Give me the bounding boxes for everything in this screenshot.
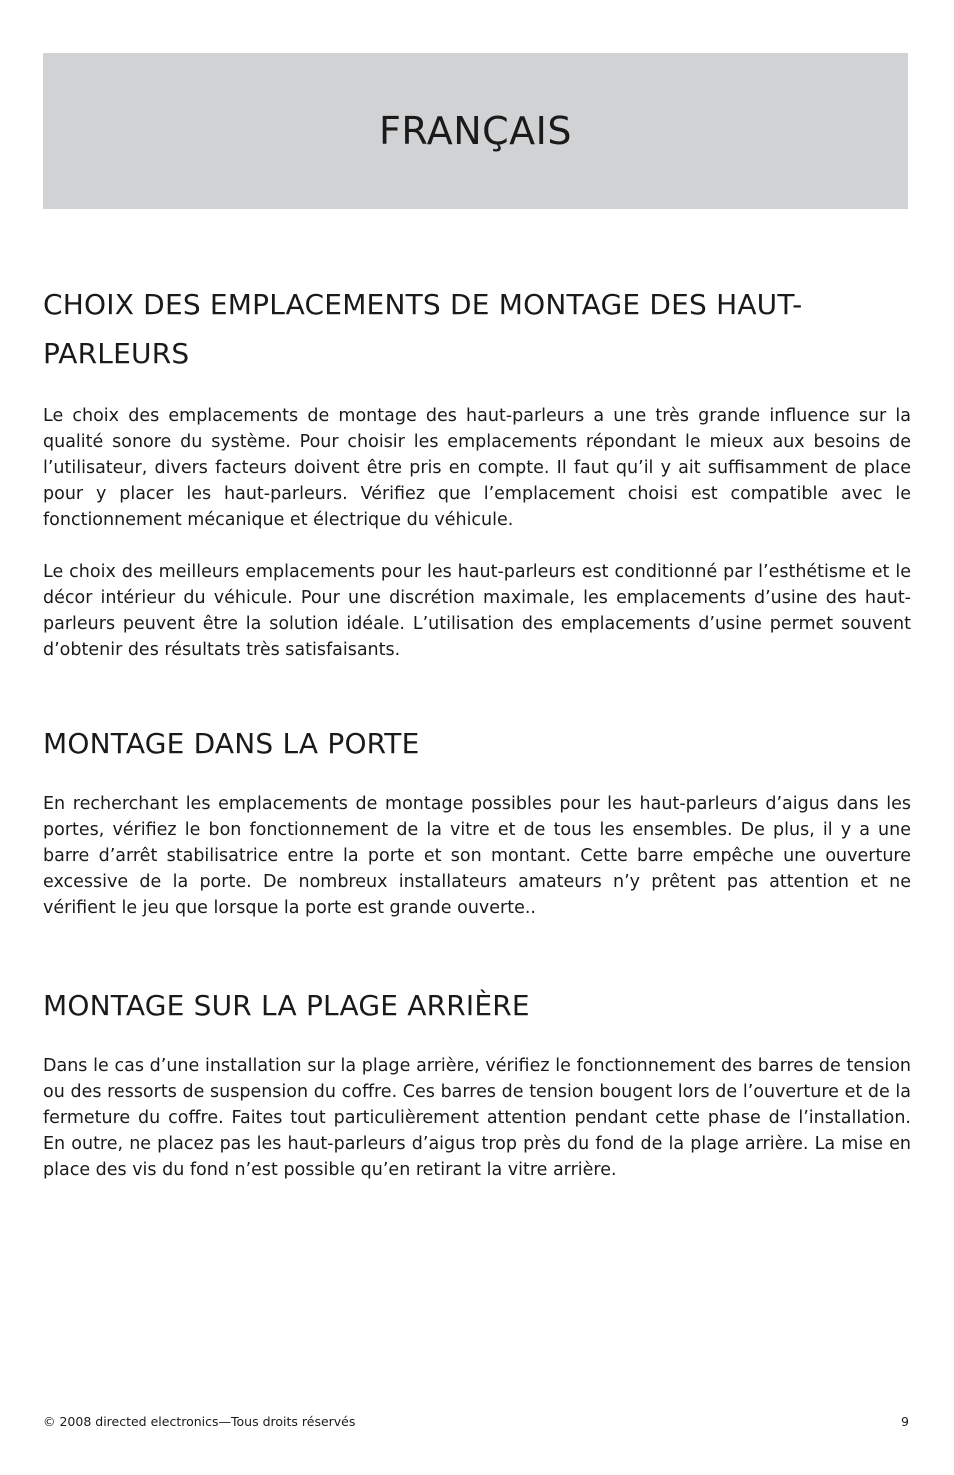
banner-title: FRANÇAIS bbox=[379, 109, 572, 153]
section-paragraph: Dans le cas d’une installation sur la plage arrière, vérifiez le fonctionnement des barres de tension ou des ressorts de suspension du coffre. Ces barres de tension bougent lors de l’ouverture et de la fermeture du coffre. Faites tout particulièrement attention pendant cette phase de l’installation. En outre, ne placez pas les haut-parleurs d’aigus trop près du fond de la plage arrière. La mise en place des vis du fond n’est possible qu’en retirant la vitre arrière. bbox=[43, 1056, 911, 1180]
section-door-mounting bbox=[43, 719, 911, 921]
section-paragraph: En recherchant les emplacements de montage possibles pour les haut-parleurs d’aigus dans les portes, vérifiez le bon fonctionnement de la vitre et de tous les ensembles. De plus, il y a une barre d’arrêt stabilisatrice entre la porte et son montant. Cette barre empêche une ouverture excessive de la porte. De nombreux installateurs amateurs n’y prêtent pas attention et ne vérifient le jeu que lorsque la porte est grande ouverte.. bbox=[43, 794, 911, 918]
page-number: 9 bbox=[901, 1414, 909, 1429]
section-rear-deck-mounting bbox=[43, 981, 911, 1183]
section-heading: CHOIX DES EMPLACEMENTS DE MONTAGE DES HAUT-PARLEURS bbox=[43, 288, 803, 370]
page-footer bbox=[43, 1414, 909, 1429]
section-speaker-mounting-choice bbox=[43, 280, 911, 663]
language-banner bbox=[43, 53, 908, 209]
section-paragraph: Le choix des emplacements de montage des haut-parleurs a une très grande influence sur la qualité sonore du système. Pour choisir les emplacements répondant le mieux aux besoins de l’utilisateur, divers facteurs doivent être pris en compte. Il faut qu’il y ait suffisamment de place pour y placer les haut-parleurs. Vérifiez que l’emplacement choisi est compatible avec le fonctionnement mécanique et électrique du véhicule. bbox=[43, 406, 911, 530]
document-body bbox=[43, 280, 911, 1183]
section-paragraph: Le choix des meilleurs emplacements pour les haut-parleurs est conditionné par l’esthétisme et le décor intérieur du véhicule. Pour une discrétion maximale, les emplacements d’usine des haut-parleurs peuvent être la solution idéale. L’utilisation des emplacements d’usine permet souvent d’obtenir des résultats très satisfaisants. bbox=[43, 562, 911, 660]
section-heading: MONTAGE SUR LA PLAGE ARRIÈRE bbox=[43, 989, 530, 1022]
section-heading: MONTAGE DANS LA PORTE bbox=[43, 727, 420, 760]
footer-copyright: © 2008 directed electronics—Tous droits réservés bbox=[43, 1414, 356, 1429]
